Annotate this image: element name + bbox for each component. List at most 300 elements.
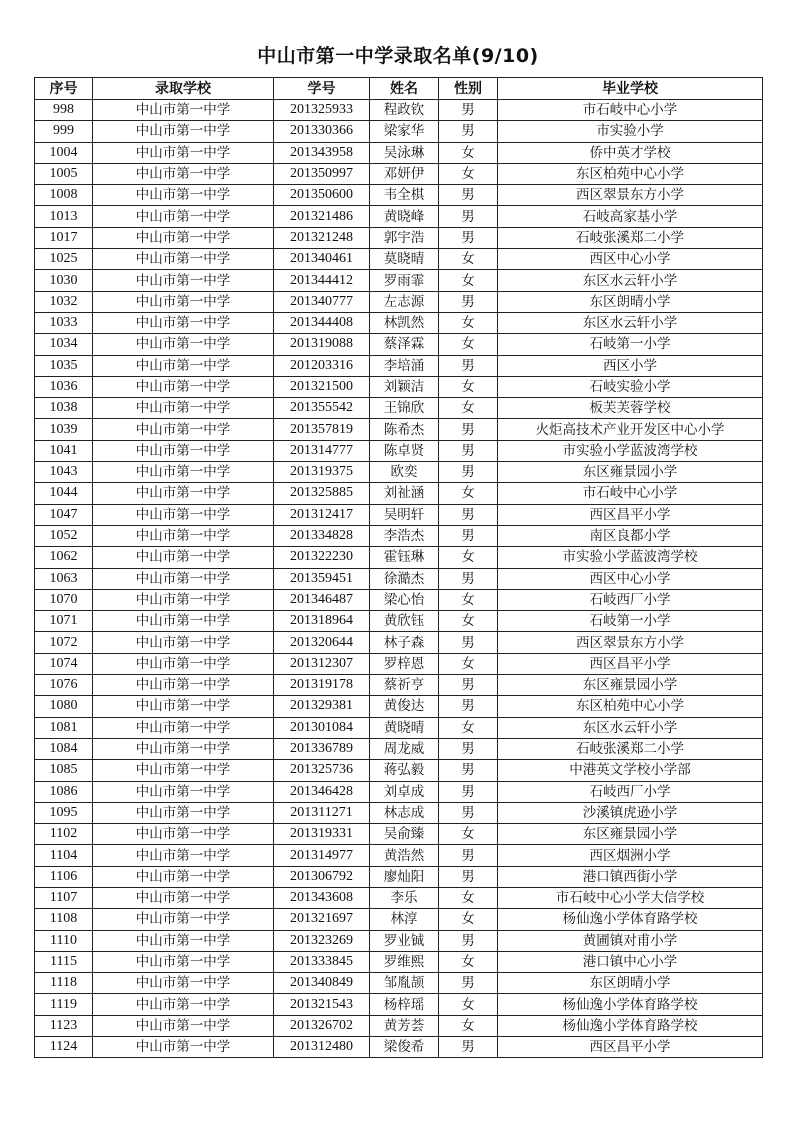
admit-school-cell: 中山市第一中学 bbox=[93, 781, 274, 802]
name-cell: 杨梓瑶 bbox=[370, 994, 439, 1015]
gender-cell: 女 bbox=[439, 1015, 498, 1036]
table-row bbox=[35, 866, 763, 887]
student-id-cell: 201346487 bbox=[274, 589, 370, 610]
grad-school-cell: 东区雍景园小学 bbox=[498, 675, 763, 696]
gender-cell: 男 bbox=[439, 845, 498, 866]
admit-school-cell: 中山市第一中学 bbox=[93, 824, 274, 845]
gender-cell: 男 bbox=[439, 675, 498, 696]
table-row bbox=[35, 887, 763, 908]
table-row bbox=[35, 185, 763, 206]
admit-school-cell: 中山市第一中学 bbox=[93, 185, 274, 206]
gender-cell: 女 bbox=[439, 909, 498, 930]
seq-cell: 1025 bbox=[35, 249, 93, 270]
table-row bbox=[35, 504, 763, 525]
grad-school-cell: 东区雍景园小学 bbox=[498, 824, 763, 845]
name-cell: 吴泳琳 bbox=[370, 142, 439, 163]
gender-cell: 女 bbox=[439, 611, 498, 632]
admit-school-cell: 中山市第一中学 bbox=[93, 462, 274, 483]
name-cell: 李培涌 bbox=[370, 355, 439, 376]
gender-cell: 男 bbox=[439, 525, 498, 546]
table-row bbox=[35, 781, 763, 802]
header-gender: 性别 bbox=[439, 78, 498, 100]
seq-cell: 1106 bbox=[35, 866, 93, 887]
grad-school-cell: 市石岐中心小学大信学校 bbox=[498, 887, 763, 908]
student-id-cell: 201350997 bbox=[274, 163, 370, 184]
gender-cell: 男 bbox=[439, 355, 498, 376]
seq-cell: 1005 bbox=[35, 163, 93, 184]
table-row bbox=[35, 312, 763, 333]
gender-cell: 男 bbox=[439, 462, 498, 483]
table-row bbox=[35, 675, 763, 696]
grad-school-cell: 石岐张溪郑二小学 bbox=[498, 738, 763, 759]
table-row bbox=[35, 632, 763, 653]
table-row bbox=[35, 653, 763, 674]
name-cell: 蔡祈亨 bbox=[370, 675, 439, 696]
seq-cell: 1044 bbox=[35, 483, 93, 504]
name-cell: 程政钦 bbox=[370, 100, 439, 121]
table-row bbox=[35, 270, 763, 291]
student-id-cell: 201320644 bbox=[274, 632, 370, 653]
seq-cell: 1072 bbox=[35, 632, 93, 653]
seq-cell: 1013 bbox=[35, 206, 93, 227]
name-cell: 李乐 bbox=[370, 887, 439, 908]
grad-school-cell: 港口镇中心小学 bbox=[498, 951, 763, 972]
grad-school-cell: 港口镇西街小学 bbox=[498, 866, 763, 887]
admit-school-cell: 中山市第一中学 bbox=[93, 504, 274, 525]
name-cell: 廖灿阳 bbox=[370, 866, 439, 887]
admit-school-cell: 中山市第一中学 bbox=[93, 163, 274, 184]
gender-cell: 男 bbox=[439, 504, 498, 525]
admit-school-cell: 中山市第一中学 bbox=[93, 866, 274, 887]
student-id-cell: 201325736 bbox=[274, 760, 370, 781]
seq-cell: 1108 bbox=[35, 909, 93, 930]
admit-school-cell: 中山市第一中学 bbox=[93, 717, 274, 738]
table-row bbox=[35, 462, 763, 483]
name-cell: 林子森 bbox=[370, 632, 439, 653]
name-cell: 梁家华 bbox=[370, 121, 439, 142]
header-admit-school: 录取学校 bbox=[93, 78, 274, 100]
table-row bbox=[35, 909, 763, 930]
gender-cell: 女 bbox=[439, 653, 498, 674]
grad-school-cell: 石岐张溪郑二小学 bbox=[498, 227, 763, 248]
name-cell: 梁心怡 bbox=[370, 589, 439, 610]
grad-school-cell: 石岐西厂小学 bbox=[498, 589, 763, 610]
admit-school-cell: 中山市第一中学 bbox=[93, 100, 274, 121]
name-cell: 陈希杰 bbox=[370, 419, 439, 440]
name-cell: 黄芳荟 bbox=[370, 1015, 439, 1036]
grad-school-cell: 东区朗晴小学 bbox=[498, 291, 763, 312]
table-row bbox=[35, 547, 763, 568]
grad-school-cell: 西区昌平小学 bbox=[498, 1037, 763, 1058]
table-row bbox=[35, 334, 763, 355]
gender-cell: 女 bbox=[439, 163, 498, 184]
seq-cell: 1041 bbox=[35, 440, 93, 461]
admit-school-cell: 中山市第一中学 bbox=[93, 121, 274, 142]
admit-school-cell: 中山市第一中学 bbox=[93, 1015, 274, 1036]
student-id-cell: 201357819 bbox=[274, 419, 370, 440]
seq-cell: 1070 bbox=[35, 589, 93, 610]
student-id-cell: 201350600 bbox=[274, 185, 370, 206]
table-row bbox=[35, 738, 763, 759]
admit-school-cell: 中山市第一中学 bbox=[93, 398, 274, 419]
seq-cell: 1063 bbox=[35, 568, 93, 589]
table-body bbox=[35, 100, 763, 1058]
gender-cell: 女 bbox=[439, 270, 498, 291]
student-id-cell: 201314777 bbox=[274, 440, 370, 461]
student-id-cell: 201301084 bbox=[274, 717, 370, 738]
grad-school-cell: 西区昌平小学 bbox=[498, 504, 763, 525]
admission-table bbox=[34, 77, 763, 1058]
admit-school-cell: 中山市第一中学 bbox=[93, 887, 274, 908]
admit-school-cell: 中山市第一中学 bbox=[93, 760, 274, 781]
student-id-cell: 201318964 bbox=[274, 611, 370, 632]
name-cell: 韦全棋 bbox=[370, 185, 439, 206]
grad-school-cell: 东区朗晴小学 bbox=[498, 973, 763, 994]
gender-cell: 女 bbox=[439, 994, 498, 1015]
gender-cell: 男 bbox=[439, 185, 498, 206]
admit-school-cell: 中山市第一中学 bbox=[93, 334, 274, 355]
table-row bbox=[35, 1037, 763, 1058]
gender-cell: 女 bbox=[439, 824, 498, 845]
grad-school-cell: 市石岐中心小学 bbox=[498, 483, 763, 504]
name-cell: 霍钰琳 bbox=[370, 547, 439, 568]
seq-cell: 1033 bbox=[35, 312, 93, 333]
seq-cell: 1017 bbox=[35, 227, 93, 248]
student-id-cell: 201319088 bbox=[274, 334, 370, 355]
gender-cell: 女 bbox=[439, 398, 498, 419]
admit-school-cell: 中山市第一中学 bbox=[93, 611, 274, 632]
student-id-cell: 201359451 bbox=[274, 568, 370, 589]
header-student-id: 学号 bbox=[274, 78, 370, 100]
admit-school-cell: 中山市第一中学 bbox=[93, 270, 274, 291]
name-cell: 黄欣钰 bbox=[370, 611, 439, 632]
table-row bbox=[35, 376, 763, 397]
grad-school-cell: 石岐西厂小学 bbox=[498, 781, 763, 802]
student-id-cell: 201343608 bbox=[274, 887, 370, 908]
gender-cell: 男 bbox=[439, 1037, 498, 1058]
admit-school-cell: 中山市第一中学 bbox=[93, 632, 274, 653]
name-cell: 吴俞臻 bbox=[370, 824, 439, 845]
gender-cell: 男 bbox=[439, 568, 498, 589]
student-id-cell: 201346428 bbox=[274, 781, 370, 802]
gender-cell: 男 bbox=[439, 100, 498, 121]
seq-cell: 1095 bbox=[35, 802, 93, 823]
grad-school-cell: 西区中心小学 bbox=[498, 568, 763, 589]
grad-school-cell: 市实验小学蓝波湾学校 bbox=[498, 440, 763, 461]
name-cell: 李浩杰 bbox=[370, 525, 439, 546]
grad-school-cell: 侨中英才学校 bbox=[498, 142, 763, 163]
name-cell: 邹胤颉 bbox=[370, 973, 439, 994]
student-id-cell: 201323269 bbox=[274, 930, 370, 951]
student-id-cell: 201321500 bbox=[274, 376, 370, 397]
grad-school-cell: 西区翠景东方小学 bbox=[498, 185, 763, 206]
admit-school-cell: 中山市第一中学 bbox=[93, 951, 274, 972]
header-name: 姓名 bbox=[370, 78, 439, 100]
name-cell: 徐澔杰 bbox=[370, 568, 439, 589]
table-row bbox=[35, 973, 763, 994]
name-cell: 刘颖洁 bbox=[370, 376, 439, 397]
name-cell: 周龙威 bbox=[370, 738, 439, 759]
admit-school-cell: 中山市第一中学 bbox=[93, 249, 274, 270]
name-cell: 刘祉涵 bbox=[370, 483, 439, 504]
student-id-cell: 201306792 bbox=[274, 866, 370, 887]
admit-school-cell: 中山市第一中学 bbox=[93, 291, 274, 312]
name-cell: 黄晓晴 bbox=[370, 717, 439, 738]
name-cell: 莫晓晴 bbox=[370, 249, 439, 270]
gender-cell: 女 bbox=[439, 334, 498, 355]
seq-cell: 1110 bbox=[35, 930, 93, 951]
grad-school-cell: 火炬高技术产业开发区中心小学 bbox=[498, 419, 763, 440]
admit-school-cell: 中山市第一中学 bbox=[93, 355, 274, 376]
grad-school-cell: 西区翠景东方小学 bbox=[498, 632, 763, 653]
seq-cell: 1032 bbox=[35, 291, 93, 312]
student-id-cell: 201319331 bbox=[274, 824, 370, 845]
name-cell: 欧奕 bbox=[370, 462, 439, 483]
grad-school-cell: 杨仙逸小学体育路学校 bbox=[498, 1015, 763, 1036]
grad-school-cell: 中港英文学校小学部 bbox=[498, 760, 763, 781]
seq-cell: 1104 bbox=[35, 845, 93, 866]
table-row bbox=[35, 696, 763, 717]
student-id-cell: 201311271 bbox=[274, 802, 370, 823]
table-row bbox=[35, 163, 763, 184]
table-row bbox=[35, 951, 763, 972]
admit-school-cell: 中山市第一中学 bbox=[93, 1037, 274, 1058]
gender-cell: 男 bbox=[439, 802, 498, 823]
grad-school-cell: 市实验小学蓝波湾学校 bbox=[498, 547, 763, 568]
student-id-cell: 201344412 bbox=[274, 270, 370, 291]
student-id-cell: 201325885 bbox=[274, 483, 370, 504]
name-cell: 林淳 bbox=[370, 909, 439, 930]
gender-cell: 男 bbox=[439, 291, 498, 312]
grad-school-cell: 黄圃镇对甫小学 bbox=[498, 930, 763, 951]
table-row bbox=[35, 1015, 763, 1036]
seq-cell: 1074 bbox=[35, 653, 93, 674]
grad-school-cell: 东区水云轩小学 bbox=[498, 270, 763, 291]
gender-cell: 女 bbox=[439, 951, 498, 972]
gender-cell: 女 bbox=[439, 312, 498, 333]
admit-school-cell: 中山市第一中学 bbox=[93, 419, 274, 440]
admit-school-cell: 中山市第一中学 bbox=[93, 483, 274, 504]
student-id-cell: 201326702 bbox=[274, 1015, 370, 1036]
admit-school-cell: 中山市第一中学 bbox=[93, 440, 274, 461]
name-cell: 罗梓恩 bbox=[370, 653, 439, 674]
admit-school-cell: 中山市第一中学 bbox=[93, 675, 274, 696]
gender-cell: 女 bbox=[439, 376, 498, 397]
seq-cell: 1080 bbox=[35, 696, 93, 717]
gender-cell: 女 bbox=[439, 249, 498, 270]
seq-cell: 1071 bbox=[35, 611, 93, 632]
grad-school-cell: 石岐实验小学 bbox=[498, 376, 763, 397]
student-id-cell: 201319375 bbox=[274, 462, 370, 483]
name-cell: 罗雨霏 bbox=[370, 270, 439, 291]
table-row bbox=[35, 142, 763, 163]
name-cell: 左志源 bbox=[370, 291, 439, 312]
seq-cell: 1004 bbox=[35, 142, 93, 163]
name-cell: 黄浩然 bbox=[370, 845, 439, 866]
gender-cell: 男 bbox=[439, 760, 498, 781]
student-id-cell: 201312417 bbox=[274, 504, 370, 525]
student-id-cell: 201321697 bbox=[274, 909, 370, 930]
seq-cell: 1034 bbox=[35, 334, 93, 355]
grad-school-cell: 东区水云轩小学 bbox=[498, 312, 763, 333]
admit-school-cell: 中山市第一中学 bbox=[93, 653, 274, 674]
table-row bbox=[35, 525, 763, 546]
gender-cell: 女 bbox=[439, 483, 498, 504]
student-id-cell: 201322230 bbox=[274, 547, 370, 568]
gender-cell: 男 bbox=[439, 781, 498, 802]
gender-cell: 女 bbox=[439, 547, 498, 568]
admit-school-cell: 中山市第一中学 bbox=[93, 973, 274, 994]
grad-school-cell: 市实验小学 bbox=[498, 121, 763, 142]
seq-cell: 1008 bbox=[35, 185, 93, 206]
seq-cell: 1030 bbox=[35, 270, 93, 291]
admit-school-cell: 中山市第一中学 bbox=[93, 568, 274, 589]
student-id-cell: 201333845 bbox=[274, 951, 370, 972]
name-cell: 黄俊达 bbox=[370, 696, 439, 717]
seq-cell: 1043 bbox=[35, 462, 93, 483]
admit-school-cell: 中山市第一中学 bbox=[93, 376, 274, 397]
grad-school-cell: 杨仙逸小学体育路学校 bbox=[498, 994, 763, 1015]
seq-cell: 998 bbox=[35, 100, 93, 121]
name-cell: 黄晓峰 bbox=[370, 206, 439, 227]
grad-school-cell: 石岐高家基小学 bbox=[498, 206, 763, 227]
gender-cell: 男 bbox=[439, 738, 498, 759]
table-row bbox=[35, 440, 763, 461]
table-row bbox=[35, 930, 763, 951]
student-id-cell: 201336789 bbox=[274, 738, 370, 759]
student-id-cell: 201319178 bbox=[274, 675, 370, 696]
admit-school-cell: 中山市第一中学 bbox=[93, 738, 274, 759]
seq-cell: 1107 bbox=[35, 887, 93, 908]
seq-cell: 1038 bbox=[35, 398, 93, 419]
grad-school-cell: 东区柏苑中心小学 bbox=[498, 696, 763, 717]
name-cell: 罗维熙 bbox=[370, 951, 439, 972]
student-id-cell: 201343958 bbox=[274, 142, 370, 163]
table-row bbox=[35, 824, 763, 845]
grad-school-cell: 南区良都小学 bbox=[498, 525, 763, 546]
admit-school-cell: 中山市第一中学 bbox=[93, 547, 274, 568]
grad-school-cell: 西区中心小学 bbox=[498, 249, 763, 270]
grad-school-cell: 西区小学 bbox=[498, 355, 763, 376]
table-row bbox=[35, 483, 763, 504]
student-id-cell: 201334828 bbox=[274, 525, 370, 546]
table-row bbox=[35, 994, 763, 1015]
gender-cell: 男 bbox=[439, 440, 498, 461]
gender-cell: 男 bbox=[439, 696, 498, 717]
seq-cell: 1118 bbox=[35, 973, 93, 994]
name-cell: 蒋弘毅 bbox=[370, 760, 439, 781]
admit-school-cell: 中山市第一中学 bbox=[93, 930, 274, 951]
name-cell: 林凯然 bbox=[370, 312, 439, 333]
table-row bbox=[35, 589, 763, 610]
admit-school-cell: 中山市第一中学 bbox=[93, 802, 274, 823]
grad-school-cell: 杨仙逸小学体育路学校 bbox=[498, 909, 763, 930]
seq-cell: 1036 bbox=[35, 376, 93, 397]
gender-cell: 男 bbox=[439, 930, 498, 951]
name-cell: 郭宇浩 bbox=[370, 227, 439, 248]
grad-school-cell: 沙溪镇虎逊小学 bbox=[498, 802, 763, 823]
seq-cell: 1081 bbox=[35, 717, 93, 738]
admit-school-cell: 中山市第一中学 bbox=[93, 525, 274, 546]
grad-school-cell: 石岐第一小学 bbox=[498, 611, 763, 632]
student-id-cell: 201321486 bbox=[274, 206, 370, 227]
seq-cell: 1062 bbox=[35, 547, 93, 568]
gender-cell: 女 bbox=[439, 142, 498, 163]
admit-school-cell: 中山市第一中学 bbox=[93, 994, 274, 1015]
admit-school-cell: 中山市第一中学 bbox=[93, 845, 274, 866]
grad-school-cell: 东区水云轩小学 bbox=[498, 717, 763, 738]
table-row bbox=[35, 760, 763, 781]
table-row bbox=[35, 398, 763, 419]
student-id-cell: 201340849 bbox=[274, 973, 370, 994]
admit-school-cell: 中山市第一中学 bbox=[93, 206, 274, 227]
grad-school-cell: 市石岐中心小学 bbox=[498, 100, 763, 121]
grad-school-cell: 西区昌平小学 bbox=[498, 653, 763, 674]
seq-cell: 1085 bbox=[35, 760, 93, 781]
name-cell: 刘卓成 bbox=[370, 781, 439, 802]
name-cell: 陈卓贤 bbox=[370, 440, 439, 461]
gender-cell: 男 bbox=[439, 973, 498, 994]
name-cell: 林志成 bbox=[370, 802, 439, 823]
name-cell: 吴明轩 bbox=[370, 504, 439, 525]
name-cell: 邓妍伊 bbox=[370, 163, 439, 184]
admit-school-cell: 中山市第一中学 bbox=[93, 142, 274, 163]
student-id-cell: 201312307 bbox=[274, 653, 370, 674]
table-row bbox=[35, 291, 763, 312]
grad-school-cell: 板芙芙蓉学校 bbox=[498, 398, 763, 419]
table-row bbox=[35, 355, 763, 376]
seq-cell: 1086 bbox=[35, 781, 93, 802]
gender-cell: 女 bbox=[439, 717, 498, 738]
admit-school-cell: 中山市第一中学 bbox=[93, 589, 274, 610]
seq-cell: 1123 bbox=[35, 1015, 93, 1036]
gender-cell: 女 bbox=[439, 589, 498, 610]
student-id-cell: 201321248 bbox=[274, 227, 370, 248]
admit-school-cell: 中山市第一中学 bbox=[93, 312, 274, 333]
admit-school-cell: 中山市第一中学 bbox=[93, 696, 274, 717]
table-row bbox=[35, 249, 763, 270]
header-seq: 序号 bbox=[35, 78, 93, 100]
seq-cell: 1115 bbox=[35, 951, 93, 972]
table-row bbox=[35, 419, 763, 440]
table-row bbox=[35, 206, 763, 227]
table-row bbox=[35, 802, 763, 823]
grad-school-cell: 西区烟洲小学 bbox=[498, 845, 763, 866]
name-cell: 蔡泽霖 bbox=[370, 334, 439, 355]
header-grad-school: 毕业学校 bbox=[498, 78, 763, 100]
gender-cell: 男 bbox=[439, 632, 498, 653]
student-id-cell: 201321543 bbox=[274, 994, 370, 1015]
table-row bbox=[35, 227, 763, 248]
name-cell: 罗业铖 bbox=[370, 930, 439, 951]
gender-cell: 女 bbox=[439, 887, 498, 908]
student-id-cell: 201330366 bbox=[274, 121, 370, 142]
table-row bbox=[35, 845, 763, 866]
grad-school-cell: 东区雍景园小学 bbox=[498, 462, 763, 483]
seq-cell: 1102 bbox=[35, 824, 93, 845]
table-row bbox=[35, 121, 763, 142]
gender-cell: 男 bbox=[439, 227, 498, 248]
table-row bbox=[35, 717, 763, 738]
student-id-cell: 201340461 bbox=[274, 249, 370, 270]
student-id-cell: 201355542 bbox=[274, 398, 370, 419]
gender-cell: 男 bbox=[439, 866, 498, 887]
student-id-cell: 201314977 bbox=[274, 845, 370, 866]
seq-cell: 999 bbox=[35, 121, 93, 142]
student-id-cell: 201312480 bbox=[274, 1037, 370, 1058]
grad-school-cell: 东区柏苑中心小学 bbox=[498, 163, 763, 184]
name-cell: 王锦欣 bbox=[370, 398, 439, 419]
